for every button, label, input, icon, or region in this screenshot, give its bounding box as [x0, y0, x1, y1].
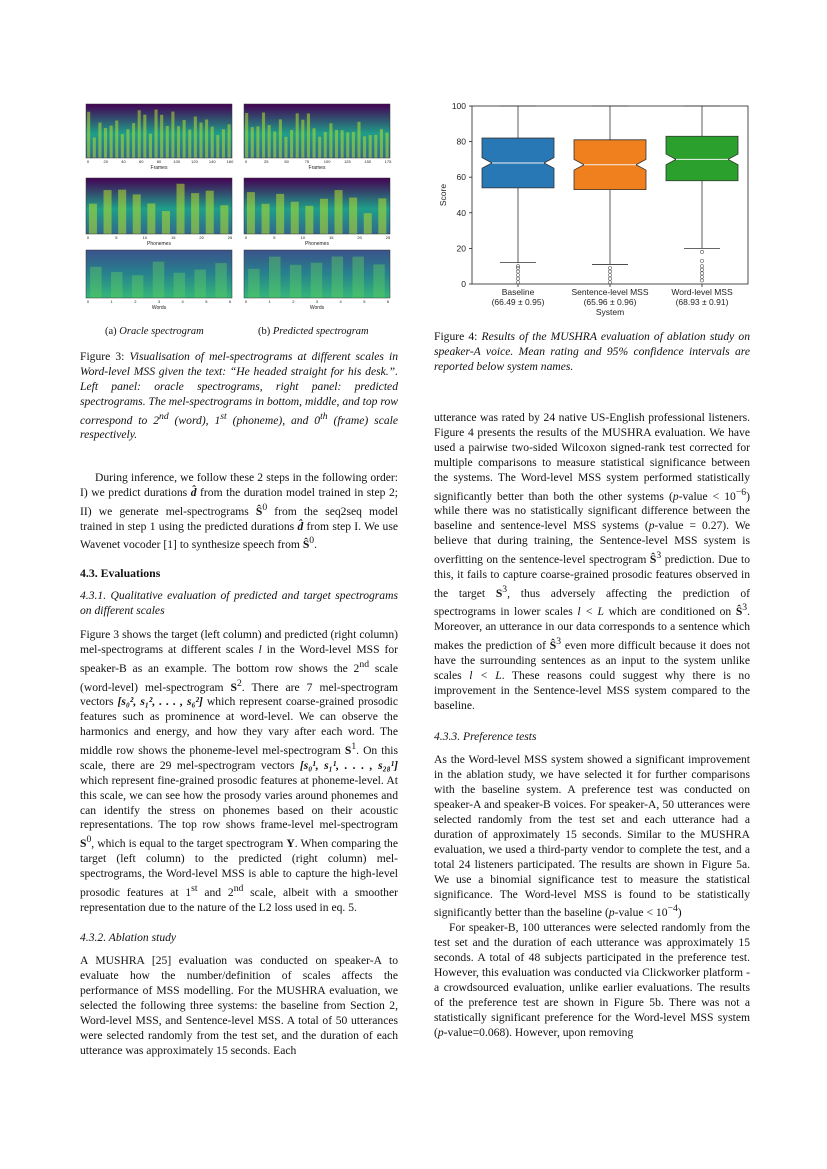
spec-tick-label: 80: [156, 159, 162, 164]
y-tick-label: 20: [456, 243, 466, 254]
ablation-paragraph: A MUSHRA [25] evaluation was conducted on speaker-A to evaluate how the number/definition of scales affects the performance of MSS modelling. For the MUSHRA evaluation, we selected the following three systems: the baseline from Section 2, Word-level MSS, and Sentence-level MSS. A total of 50 utterances were selected randomly from the test set, and the duration of each utterance was approximately 15 seconds. Each: [80, 954, 398, 1057]
right-column: [434, 411, 750, 1041]
spec-tick-label: 150: [364, 159, 372, 164]
y-axis-label: Score: [438, 183, 448, 207]
spec-axis-label: Phonemes: [147, 241, 171, 247]
spec-tick-label: 6: [386, 299, 390, 304]
spec-tick-label: 20: [103, 159, 108, 164]
spec-tick-label: 140: [208, 159, 216, 164]
spec-tick-label: 0: [86, 299, 90, 304]
spec-tick-label: 100: [323, 159, 331, 164]
left-column: [80, 471, 398, 1059]
outlier-point: [608, 281, 611, 284]
spec-tick-label: 120: [191, 159, 198, 164]
spec-tick-label: 0: [244, 235, 248, 240]
spec-tick-label: 5: [205, 299, 208, 304]
section-heading-4-3: 4.3. Evaluations: [80, 566, 161, 581]
outlier-point: [700, 275, 703, 278]
fig3-spectrograms: [82, 100, 400, 322]
y-tick-label: 60: [456, 172, 466, 183]
section-heading-4-3-1: 4.3.1. Qualitative evaluation of predicted and target spectrograms on different scales: [80, 589, 398, 618]
spec-tick-label: 2: [292, 299, 295, 304]
spectrogram-panel-word-oracle: [86, 250, 232, 298]
outlier-point: [516, 270, 519, 273]
section-heading-4-3-3: 4.3.3. Preference tests: [434, 729, 537, 743]
spec-tick-label: 125: [344, 159, 351, 164]
spec-tick-label: 160: [226, 159, 234, 164]
spec-tick-label: 5: [273, 235, 276, 240]
spec-tick-label: 50: [284, 159, 289, 164]
spec-tick-label: 15: [170, 235, 176, 240]
section-heading-4-3-2: 4.3.2. Ablation study: [80, 930, 177, 944]
spec-tick-label: 0: [244, 159, 248, 164]
spec-tick-label: 5: [363, 299, 366, 304]
speaker-b-paragraph: For speaker-B, 100 utterances were selected randomly from the test set and the duration of each utterance was approximately 15 seconds. A total of 48 subjects participated in the preference test. However, this evaluation was conducted via Clickworker platform - a crowdsourced evaluation, unlike earlier evaluations. The results of the preference test are shown in Figure 5b. There was not a statistically significant preference for the Word-level MSS system (p-value=0.068). However, upon removing: [434, 921, 750, 1039]
spec-tick-label: 10: [300, 235, 306, 240]
spec-tick-label: 40: [121, 159, 126, 164]
spec-tick-label: 0: [86, 159, 90, 164]
spec-tick-label: 0: [244, 299, 248, 304]
spec-tick-label: 100: [173, 159, 181, 164]
spec-tick-label: 10: [142, 235, 148, 240]
qualitative-paragraph: Figure 3 shows the target (left column) and predicted (right column) mel-spectrograms at different scales l in the Word-level MSS for speaker-B as an example. The bottom row shows the 2nd scale (word-level) mel-spectrogram $S^2$. There are 7 mel-spectrogram vectors [s₀², s₁², . . . , s₆²] which represent coarse-grained prosodic features such as prominence at word-level. We can observe the harmonics and energy, and how they vary after each word. The middle row shows the phoneme-level mel-spectrogram $S^1$. On this scale, there are 29 mel-spectrogram vectors [s₀¹, s₁¹, . . . , s₂₈¹] which represent fine-grained prosodic features at phoneme-level. At this scale, we can see how the prosody varies around phonemes and can identify the stress on phonemes based on their acoustic representations. The top row shows frame-level mel-spectrogram $S^0$, which is equal to the target spectrogram Y. When comparing the target (left column) to the predicted (right column) mel-spectrograms, the Word-level MSS is able to capture the high-level prosodic features at 1st and 2nd scale, albeit with a smoother representation due to the nature of the L2 loss used in eq. 5.: [80, 627, 399, 914]
spectrogram-panel-phoneme-oracle: [86, 178, 232, 234]
y-tick-label: 100: [451, 101, 466, 111]
spec-tick-label: 6: [228, 299, 232, 304]
fig4-caption: Figure 4: Results of the MUSHRA evaluation of ablation study on speaker-A voice. Mean rating and 95% confidence intervals are reported below system names.: [434, 330, 751, 373]
spec-tick-label: 3: [315, 299, 319, 304]
outlier-point: [516, 277, 519, 280]
outlier-point: [700, 259, 703, 262]
spec-tick-label: 75: [304, 159, 310, 164]
outlier-point: [516, 281, 519, 284]
spec-tick-label: 20: [357, 235, 362, 240]
fig3-caption: Figure 3: Visualisation of mel-spectrograms at different scales in Word-level MSS given the text: “He headed straight for his desk.”. Left panel: oracle spectrograms, right panel: predicted spectrograms. The mel-spectrograms in bottom, middle, and top row correspond to 2nd (word), 1st (phoneme), and 0th (frame) scale respectively.: [80, 350, 399, 442]
spec-axis-label: Words: [151, 305, 167, 311]
outlier-point: [700, 272, 703, 275]
mushra-results-paragraph: utterance was rated by 24 native US-English professional listeners. Figure 4 presents the results of the MUSHRA evaluation. We have used a pairwise two-sided Wilcoxon signed-rank test corrected for multiple comparisons to measure statistical significance between the systems. The Word-level MSS system performed statistically significantly better than both the other systems (p-value < $10^{-6}$) while there was no statistically significant difference between the baseline and sentence-level MSS systems (p-value = 0.27). We believe that during training, the Sentence-level MSS system is overfitting on the sentence-level spectrogram $Ŝ^3$ prediction. Due to this, it fails to capture coarse-grained prosodic features observed in the target $S^3$, thus adversely affecting the prediction of spectrograms in lower scales l < L which are conditioned on $Ŝ^3$. Moreover, an utterance in our data corresponds to a sentence which makes the prediction of $Ŝ^3$ even more difficult because it does not have the surrounding sentences as an input to the system unlike scales l < L. These reasons could suggest why there is no improvement in the Sentence-level MSS system compared to the baseline.: [434, 411, 751, 712]
y-tick-label: 0: [461, 279, 466, 289]
spectrogram-panel-frame-predicted: [244, 104, 390, 158]
box-3: [666, 136, 738, 181]
outlier-point: [608, 266, 611, 269]
spec-tick-label: 15: [328, 235, 334, 240]
spectrogram-panel-phoneme-predicted: [244, 178, 390, 234]
fig3-subcaption-b: (b) Predicted spectrogram: [258, 326, 369, 337]
fig3-subcaption-a: (a) Oracle spectrogram: [105, 326, 204, 337]
spec-tick-label: 5: [115, 235, 118, 240]
outlier-point: [608, 274, 611, 277]
preference-paragraph: As the Word-level MSS system showed a significant improvement in the ablation study, we have selected it for further comparisons with the baseline system. A preference test was conducted on speaker-A and speaker-B voices. For speaker-A, 50 utterances were selected randomly from the test set and each utterance had a duration of approximately 15 seconds. Similar to the MUSHRA evaluation, we used a third-party vendor to complete the test, and a total 24 listeners participated. The results are shown in Figure 5a. We use a binomial significance test to measure the statistical significance. The Word-level MSS is found to be statistically significantly better than the baseline (p-value < $10^{-4}$): [434, 753, 750, 920]
outlier-point: [608, 277, 611, 280]
outlier-point: [700, 279, 703, 282]
fig4-boxplot: [432, 96, 752, 320]
y-tick-label: 40: [456, 207, 466, 218]
spec-tick-label: 20: [199, 235, 204, 240]
inference-paragraph: During inference, we follow these 2 steps in the following order: I) we predict durations d̂ from the duration model trained in step 2; II) we generate mel-spectrograms $Ŝ^0$ from the seq2seq model trained in step 1 using the predicted durations d̂ from step I. We use Wavenet vocoder [1] to synthesize speech from $Ŝ^0$.: [80, 471, 399, 552]
spec-tick-label: 2: [134, 299, 137, 304]
spec-axis-label: Frames: [150, 165, 168, 171]
outlier-point: [608, 270, 611, 273]
x-tick-label: Sentence-level MSS: [571, 287, 649, 297]
spec-tick-label: 25: [385, 235, 391, 240]
spec-tick-label: 0: [86, 235, 90, 240]
spec-tick-label: 3: [157, 299, 161, 304]
x-tick-label: Baseline: [501, 287, 535, 297]
outlier-point: [516, 274, 519, 277]
spectrogram-panel-word-predicted: [244, 250, 390, 298]
x-tick-stat: (66.49 ± 0.95): [491, 297, 545, 307]
spec-tick-label: 1: [268, 299, 271, 304]
outlier-point: [700, 265, 703, 268]
spec-tick-label: 25: [264, 159, 269, 164]
x-tick-label: Word-level MSS: [671, 287, 733, 297]
x-tick-stat: (68.93 ± 0.91): [675, 297, 729, 307]
spec-tick-label: 4: [181, 299, 184, 304]
spec-axis-label: Frames: [308, 165, 326, 171]
spec-tick-label: 60: [139, 159, 144, 164]
spectrogram-panel-frame-oracle: [86, 104, 232, 158]
x-axis-label: System: [595, 307, 625, 317]
spec-axis-label: Phonemes: [305, 241, 329, 247]
spec-tick-label: 175: [384, 159, 392, 164]
y-tick-label: 80: [456, 136, 466, 147]
spec-tick-label: 4: [339, 299, 342, 304]
x-tick-stat: (65.96 ± 0.96): [583, 297, 637, 307]
outlier-point: [700, 250, 703, 253]
spec-tick-label: 1: [110, 299, 113, 304]
spec-axis-label: Words: [309, 305, 325, 311]
spec-tick-label: 25: [227, 235, 233, 240]
outlier-point: [700, 268, 703, 271]
